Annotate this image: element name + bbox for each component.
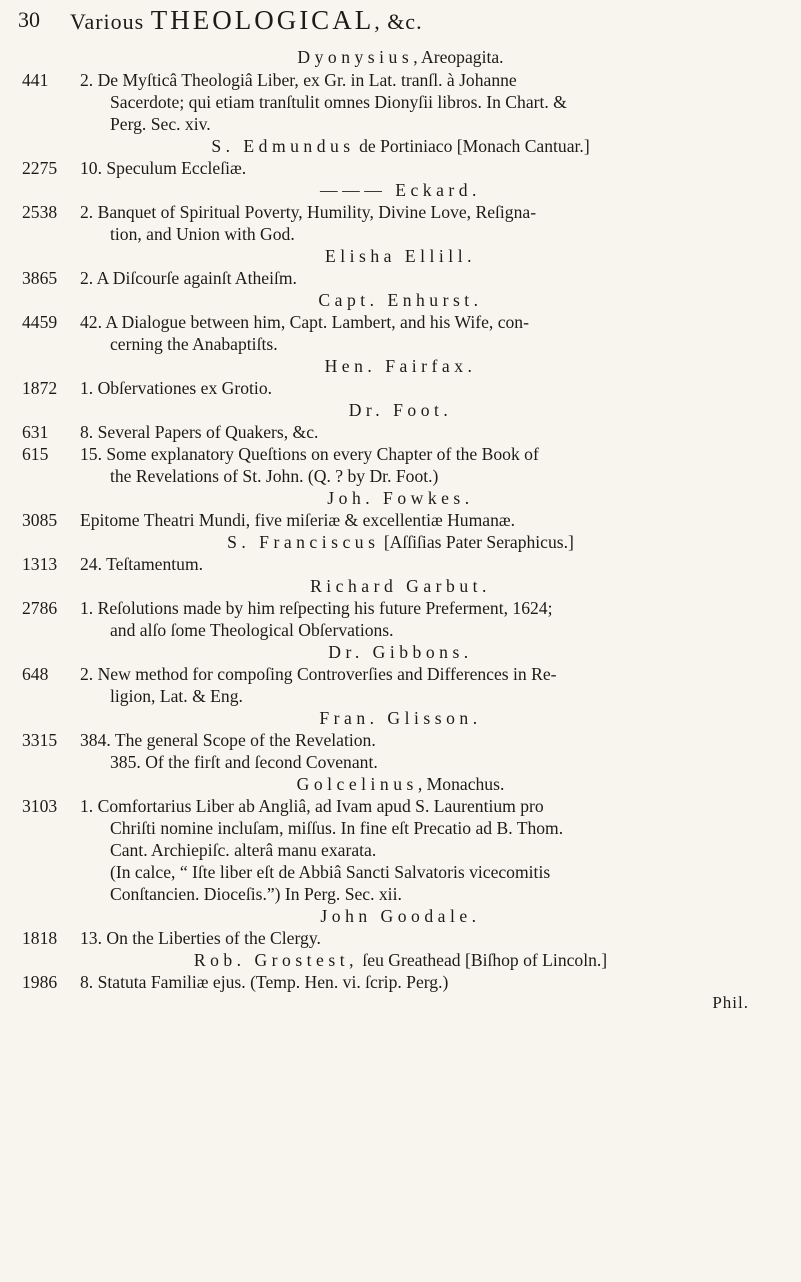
author-heading-text [0, 487, 801, 509]
entry-continuation-text: 385. Of the firſt and ſecond Covenant. [110, 752, 378, 772]
entry-continuation-text: Cant. Archiepiſc. alterâ manu exarata. [110, 840, 377, 860]
entry-number: 2538 [22, 202, 58, 222]
entry-text: 13. On the Liberties of the Clergy. [80, 928, 321, 948]
author-heading-text [0, 135, 801, 157]
author-epithet: , Monachus. [417, 774, 505, 794]
entry-number: 3865 [22, 268, 58, 288]
running-title-main: THEOLOGICAL [150, 5, 375, 35]
entry-number: 648 [22, 664, 49, 684]
author-epithet: , Areopagita. [413, 47, 504, 67]
entry-text: 10. Speculum Eccleſiæ. [80, 158, 247, 178]
author-name: Dr. Foot. [348, 400, 453, 420]
entry-continuation-text: and alſo ſome Theological Obſervations. [110, 620, 394, 640]
running-title-prefix: Various [70, 9, 151, 34]
author-heading-text [0, 707, 801, 729]
author-heading-text [0, 46, 801, 68]
author-name: Elisha Ellill. [325, 246, 476, 266]
entry-text: 24. Teſtamentum. [80, 554, 204, 574]
author-name: ——— Eckard. [320, 180, 481, 200]
entry-number: 1986 [22, 972, 58, 992]
entry-number: 2786 [22, 598, 58, 618]
page-number: 30 [18, 7, 40, 32]
entry-continuation-text: cerning the Anabaptiſts. [110, 334, 278, 354]
entry-continuation-text: Perg. Sec. xiv. [110, 114, 211, 134]
running-title [70, 5, 423, 36]
author-heading-text [0, 179, 801, 201]
author-name: Capt. Enhurst. [318, 290, 483, 310]
entry-continuation-text: ligion, Lat. & Eng. [110, 686, 243, 706]
author-epithet: de Portiniaco [Monach Cantuar.] [354, 136, 590, 156]
running-title-suffix: , &c. [374, 9, 423, 34]
author-heading-text [0, 245, 801, 267]
author-heading-text [0, 641, 801, 663]
author-epithet: [Aſſiſias Pater Seraphicus.] [379, 532, 574, 552]
catchword: Phil. [712, 993, 749, 1012]
author-name: Joh. Fowkes. [327, 488, 474, 508]
entry-text: Epitome Theatri Mundi, five miſeriæ & excellentiæ Humanæ. [80, 510, 516, 530]
author-heading-text [0, 289, 801, 311]
entry-number: 1872 [22, 378, 58, 398]
author-heading-text [0, 575, 801, 597]
author-name: S. Franciscus [227, 532, 380, 552]
entry-text: 2. De Myſticâ Theologiâ Liber, ex Gr. in Lat. tranſl. à Johanne [80, 70, 517, 90]
author-name: Rob. Grostest, [193, 950, 358, 970]
author-name: Dr. Gibbons. [328, 642, 473, 662]
author-heading-text [0, 773, 801, 795]
entry-text: 1. Obſervationes ex Grotio. [80, 378, 273, 398]
entry-text: 1. Reſolutions made by him reſpecting his future Preferment, 1624; [80, 598, 553, 618]
entry-continuation-text: Conſtancien. Dioceſis.”) In Perg. Sec. xii. [110, 884, 402, 904]
entry-number: 441 [22, 70, 49, 90]
entry-number: 4459 [22, 312, 58, 332]
author-name: Fran. Glisson. [319, 708, 482, 728]
entry-number: 615 [22, 444, 49, 464]
entry-continuation-text: (In calce, “ Iſte liber eſt de Abbiâ Sancti Salvatoris vicecomitis [110, 862, 551, 882]
entry-text: 384. The general Scope of the Revelation. [80, 730, 376, 750]
entry-number: 631 [22, 422, 49, 442]
author-name: Golcelinus [296, 774, 418, 794]
entry-continuation-text: the Revelations of St. John. (Q. ? by Dr. Foot.) [110, 466, 439, 486]
author-name: John Goodale. [320, 906, 481, 926]
entry-text: 1. Comfortarius Liber ab Angliâ, ad Ivam apud S. Laurentium pro [80, 796, 544, 816]
page-header [18, 5, 781, 41]
author-heading-text [0, 905, 801, 927]
author-heading-text [0, 355, 801, 377]
entry-number: 1313 [22, 554, 58, 574]
entry-continuation-text: tion, and Union with God. [110, 224, 295, 244]
author-name: Richard Garbut. [310, 576, 491, 596]
entry-number: 2275 [22, 158, 58, 178]
entry-continuation-text: Chriſti nomine incluſam, miſſus. In fine eſt Precatio ad B. Thom. [110, 818, 564, 838]
author-name: Dyonysius [297, 47, 414, 67]
entry-number: 3315 [22, 730, 58, 750]
author-heading-text [0, 949, 801, 971]
author-epithet: ſeu Greathead [Biſhop of Lincoln.] [358, 950, 608, 970]
entry-text: 2. Banquet of Spiritual Poverty, Humility, Divine Love, Reſigna- [80, 202, 537, 222]
entry-text: 2. New method for compoſing Controverſies and Differences in Re- [80, 664, 557, 684]
author-heading-text [0, 531, 801, 553]
author-name: S. Edmundus [211, 136, 355, 156]
author-heading-text [0, 399, 801, 421]
entry-number: 3103 [22, 796, 58, 816]
entry-continuation-text: Sacerdote; qui etiam tranſtulit omnes Dionyſii libros. In Chart. & [110, 92, 567, 112]
entry-number: 1818 [22, 928, 58, 948]
entry-text: 8. Statuta Familiæ ejus. (Temp. Hen. vi. ſcrip. Perg.) [80, 972, 449, 992]
entry-text: 2. A Diſcourſe againſt Atheiſm. [80, 268, 297, 288]
entry-text: 42. A Dialogue between him, Capt. Lambert, and his Wife, con- [80, 312, 529, 332]
author-name: Hen. Fairfax. [324, 356, 477, 376]
entry-text: 15. Some explanatory Queſtions on every Chapter of the Book of [80, 444, 539, 464]
entry-number: 3085 [22, 510, 58, 530]
entry-text: 8. Several Papers of Quakers, &c. [80, 422, 319, 442]
